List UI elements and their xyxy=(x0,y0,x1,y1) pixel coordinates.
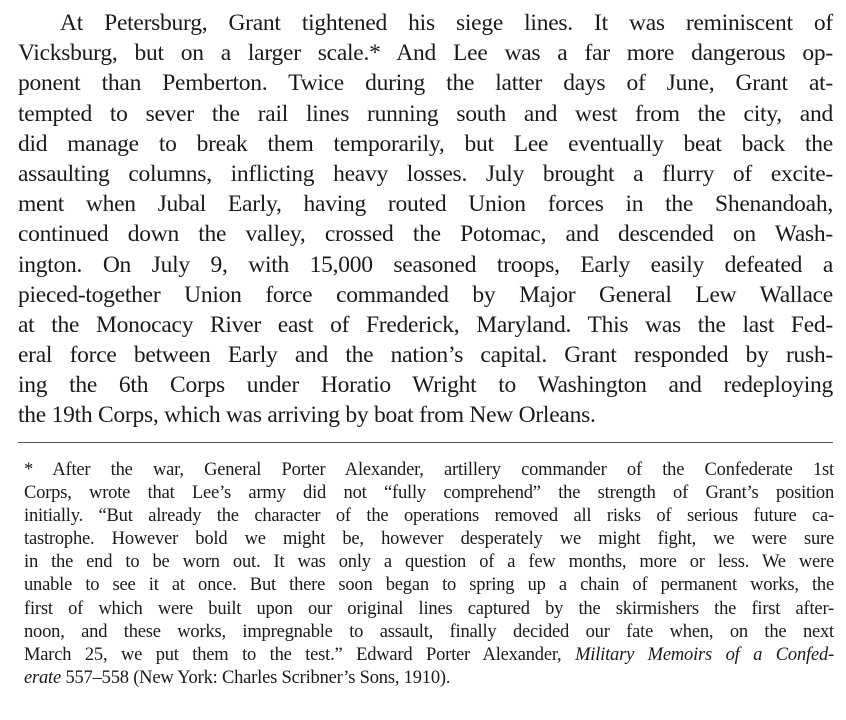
footnote-line: initially. “But already the character of the operations removed all risks of serious future ca- xyxy=(24,506,834,527)
footnote-line: first of which were built upon our original lines captured by the skirmishers the first after- xyxy=(24,598,834,619)
footnote xyxy=(24,459,834,690)
footnote-line: tastrophe. However bold we might be, however desperately we might fight, we were sure xyxy=(24,529,834,550)
footnote-divider xyxy=(18,442,833,443)
body-paragraph xyxy=(18,8,833,431)
text-line: At Petersburg, Grant tightened his siege lines. It was reminiscent of xyxy=(60,10,833,36)
text-line: Vicksburg, but on a larger scale.* And Lee was a far more dangerous op- xyxy=(18,40,833,67)
text-line: continued down the valley, crossed the Potomac, and descended on Wash- xyxy=(18,221,833,248)
text-line: tempted to sever the rail lines running south and west from the city, and xyxy=(18,100,833,127)
text-line: eral force between Early and the nation’s capital. Grant responded by rush- xyxy=(18,342,833,369)
text-line: ment when Jubal Early, having routed Union forces in the Shenandoah, xyxy=(18,191,833,218)
text-line: pieced-together Union force commanded by Major General Lew Wallace xyxy=(18,281,833,308)
book-title-continued: erate xyxy=(24,667,62,688)
footnote-line: unable to see it at once. But there soon began to spring up a chain of permanent works, the xyxy=(24,575,834,596)
text-line: did manage to break them temporarily, but Lee eventually beat back the xyxy=(18,130,833,157)
text-line: ington. On July 9, with 15,000 seasoned troops, Early easily defeated a xyxy=(18,251,833,278)
footnote-line: Corps, wrote that Lee’s army did not “fully comprehend” the strength of Grant’s position xyxy=(24,483,834,504)
footnote-line xyxy=(24,644,834,667)
text-line: assaulting columns, inflicting heavy losses. July brought a flurry of excite- xyxy=(18,160,833,187)
text-line: the 19th Corps, which was arriving by boat from New Orleans. xyxy=(18,402,596,429)
footnote-citation-text: March 25, we put them to the test.” Edward Porter Alexander, xyxy=(24,644,576,665)
book-title: Military Memoirs of a Confed- xyxy=(575,644,834,665)
footnote-line xyxy=(24,667,834,690)
footnote-line: in the end to be worn out. It was only a question of a few months, more or less. We were xyxy=(24,552,834,573)
text-line: ponent than Pemberton. Twice during the latter days of June, Grant at- xyxy=(18,70,833,97)
text-line: at the Monocacy River east of Frederick, Maryland. This was the last Fed- xyxy=(18,311,833,338)
footnote-line: * After the war, General Porter Alexander, artillery commander of the Confederate 1st xyxy=(24,460,834,480)
text-line: ing the 6th Corps under Horatio Wright to Washington and redeploying xyxy=(18,372,833,399)
footnote-line: noon, and these works, impregnable to assault, finally decided our fate when, on the next xyxy=(24,621,834,642)
footnote-citation-text: 557–558 (New York: Charles Scribner’s Sons, 1910). xyxy=(61,667,451,688)
